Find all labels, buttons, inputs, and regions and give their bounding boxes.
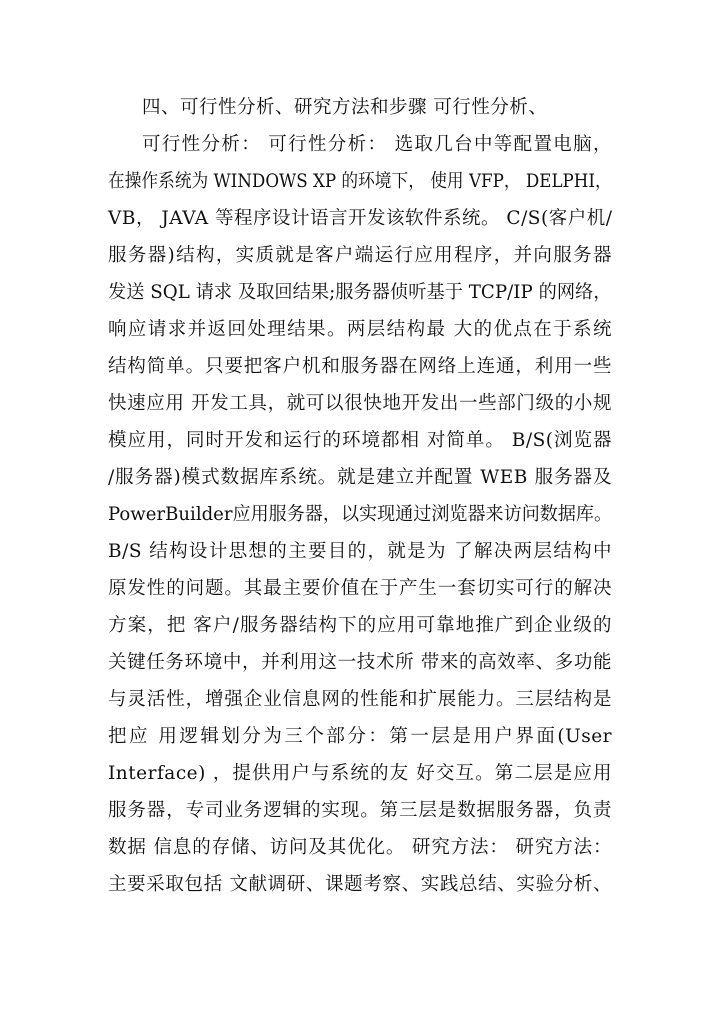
paragraph-line: 与灵活性，增强企业信息网的性能和扩展能力。三层结构是 (108, 689, 612, 710)
paragraph-line: 把应 用逻辑划分为三个部分：第一层是用户界面(User (108, 726, 612, 747)
paragraph-line: 服务器)结构，实质就是客户端运行应用程序，并向服务器 (108, 245, 612, 266)
paragraph-line: 原发性的问题。其最主要价值在于产生一套切实可行的解决 (108, 578, 612, 599)
paragraph-line: B/S 结构设计思想的主要目的，就是为 了解决两层结构中 (108, 541, 612, 562)
paragraph-line: 方案，把 客户/服务器结构下的应用可靠地推广到企业级的 (108, 615, 612, 636)
paragraph-line: 响应请求并返回处理结果。两层结构最 大的优点在于系统 (108, 319, 612, 340)
paragraph-line: 数据 信息的存储、访问及其优化。 研究方法： 研究方法： (108, 837, 612, 858)
paragraph-line: 主要采取包括 文献调研、课题考察、实践总结、实验分析、 (108, 874, 612, 895)
paragraph-line: 结构简单。只要把客户机和服务器在网络上连通，利用一些 (108, 356, 612, 377)
paragraph-line: 在操作系统为 WINDOWS XP 的环境下， 使用 VFP， DELPHI， (108, 171, 612, 192)
section-heading: 四、可行性分析、研究方法和步骤 可行性分析、 (142, 97, 548, 118)
paragraph-line: VB， JAVA 等程序设计语言开发该软件系统。 C/S(客户机/ (108, 208, 613, 229)
paragraph-line: Interface) ，提供用户与系统的友 好交互。第二层是应用 (108, 763, 612, 784)
paragraph-line: 服务器，专司业务逻辑的实现。第三层是数据服务器，负责 (108, 800, 612, 821)
paragraph-line: 可行性分析： 可行性分析： 选取几台中等配置电脑， (142, 134, 612, 155)
paragraph-line: 模应用，同时开发和运行的环境都相 对简单。 B/S(浏览器 (108, 430, 612, 451)
paragraph-line: 关键任务环境中，并利用这一技术所 带来的高效率、多功能 (108, 652, 612, 673)
paragraph-line: 快速应用 开发工具，就可以很快地开发出一些部门级的小规 (108, 393, 612, 414)
paragraph-line: /服务器)模式数据库系统。就是建立并配置 WEB 服务器及 (108, 467, 612, 488)
paragraph-line: 发送 SQL 请求 及取回结果;服务器侦听基于 TCP/IP 的网络， (108, 282, 612, 303)
paragraph-line: PowerBuilder应用服务器，以实现通过浏览器来访问数据库。 (108, 504, 613, 525)
